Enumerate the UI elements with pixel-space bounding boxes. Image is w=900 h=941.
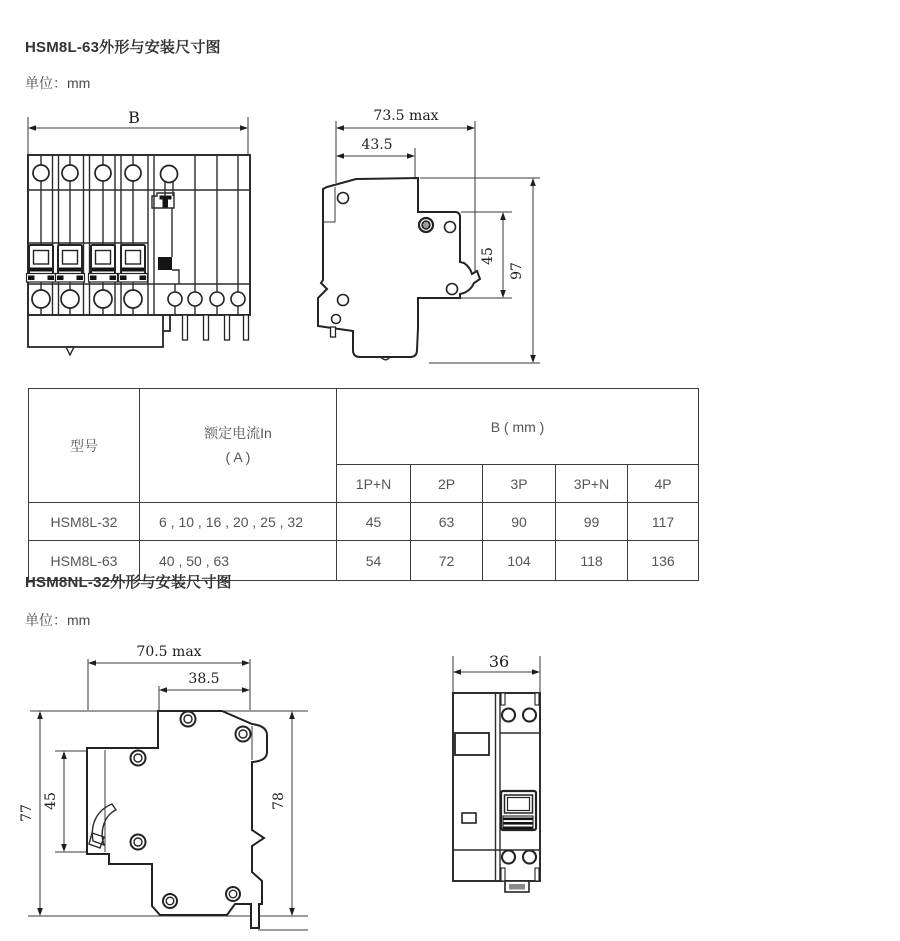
din-clip-tab — [505, 881, 529, 892]
dim-label-36: 36 — [488, 652, 510, 671]
section2-unit-label: 单位：mm — [25, 612, 91, 628]
header-pole-3pn: 3P+N — [556, 465, 628, 503]
test-button — [462, 813, 476, 823]
dim-label-77: 77 — [19, 804, 35, 822]
row1-b-1pn: 45 — [337, 503, 411, 541]
section1-unit-label: 单位：mm — [25, 75, 91, 91]
header-model: 型号 — [29, 389, 140, 503]
recessed-screw — [419, 218, 433, 232]
hsm8nl-front-view-drawing — [438, 641, 560, 907]
mount-pointer — [66, 347, 74, 355]
section2-title: HSM8NL-32外形与安装尺寸图 — [25, 574, 232, 591]
row1-model: HSM8L-32 — [29, 503, 140, 541]
dim-label-73-5: 73.5 max — [373, 108, 439, 124]
header-pole-1pn: 1P+N — [337, 465, 411, 503]
hsm8nl-side-view-drawing — [16, 643, 320, 938]
row2-b-1pn: 54 — [337, 541, 411, 581]
dimension-table — [28, 388, 699, 581]
bottom-pins — [183, 315, 249, 340]
dim-label-b: B — [128, 108, 140, 127]
row2-b-3pn: 118 — [556, 541, 628, 581]
indicator-window — [455, 733, 489, 755]
rated-current-line2: ( A ) — [225, 448, 251, 465]
table-row — [29, 503, 699, 541]
dim-label-38-5: 38.5 — [188, 671, 220, 687]
row2-current: 40 , 50 , 63 — [140, 541, 337, 581]
header-b-mm: B ( mm ) — [337, 389, 699, 465]
row1-b-4p: 117 — [628, 503, 699, 541]
dim-label-70-5: 70.5 max — [136, 644, 202, 660]
dim-label-78: 78 — [271, 792, 287, 810]
row2-b-4p: 136 — [628, 541, 699, 581]
toggle-handle — [501, 791, 536, 830]
header-pole-2p: 2P — [411, 465, 483, 503]
header-rated-current — [140, 389, 337, 503]
row1-current: 6 , 10 , 16 , 20 , 25 , 32 — [140, 503, 337, 541]
dim-label-45: 45 — [480, 247, 496, 265]
section1-title: HSM8L-63外形与安装尺寸图 — [25, 39, 221, 56]
row2-model: HSM8L-63 — [29, 541, 140, 581]
header-pole-3p: 3P — [483, 465, 556, 503]
dim-label-43-5: 43.5 — [361, 137, 393, 153]
row2-b-2p: 72 — [411, 541, 483, 581]
row2-b-3p: 104 — [483, 541, 556, 581]
row1-b-3pn: 99 — [556, 503, 628, 541]
hsm8l-front-view-drawing — [18, 103, 262, 365]
bottom-terminal-screws — [32, 290, 245, 308]
header-pole-4p: 4P — [628, 465, 699, 503]
rated-current-line1: 额定电流In — [204, 424, 272, 441]
hsm8l-side-view-drawing — [298, 98, 558, 375]
row1-b-3p: 90 — [483, 503, 556, 541]
dim-label-45-2: 45 — [43, 792, 59, 810]
dim-label-97: 97 — [509, 262, 525, 280]
row1-b-2p: 63 — [411, 503, 483, 541]
